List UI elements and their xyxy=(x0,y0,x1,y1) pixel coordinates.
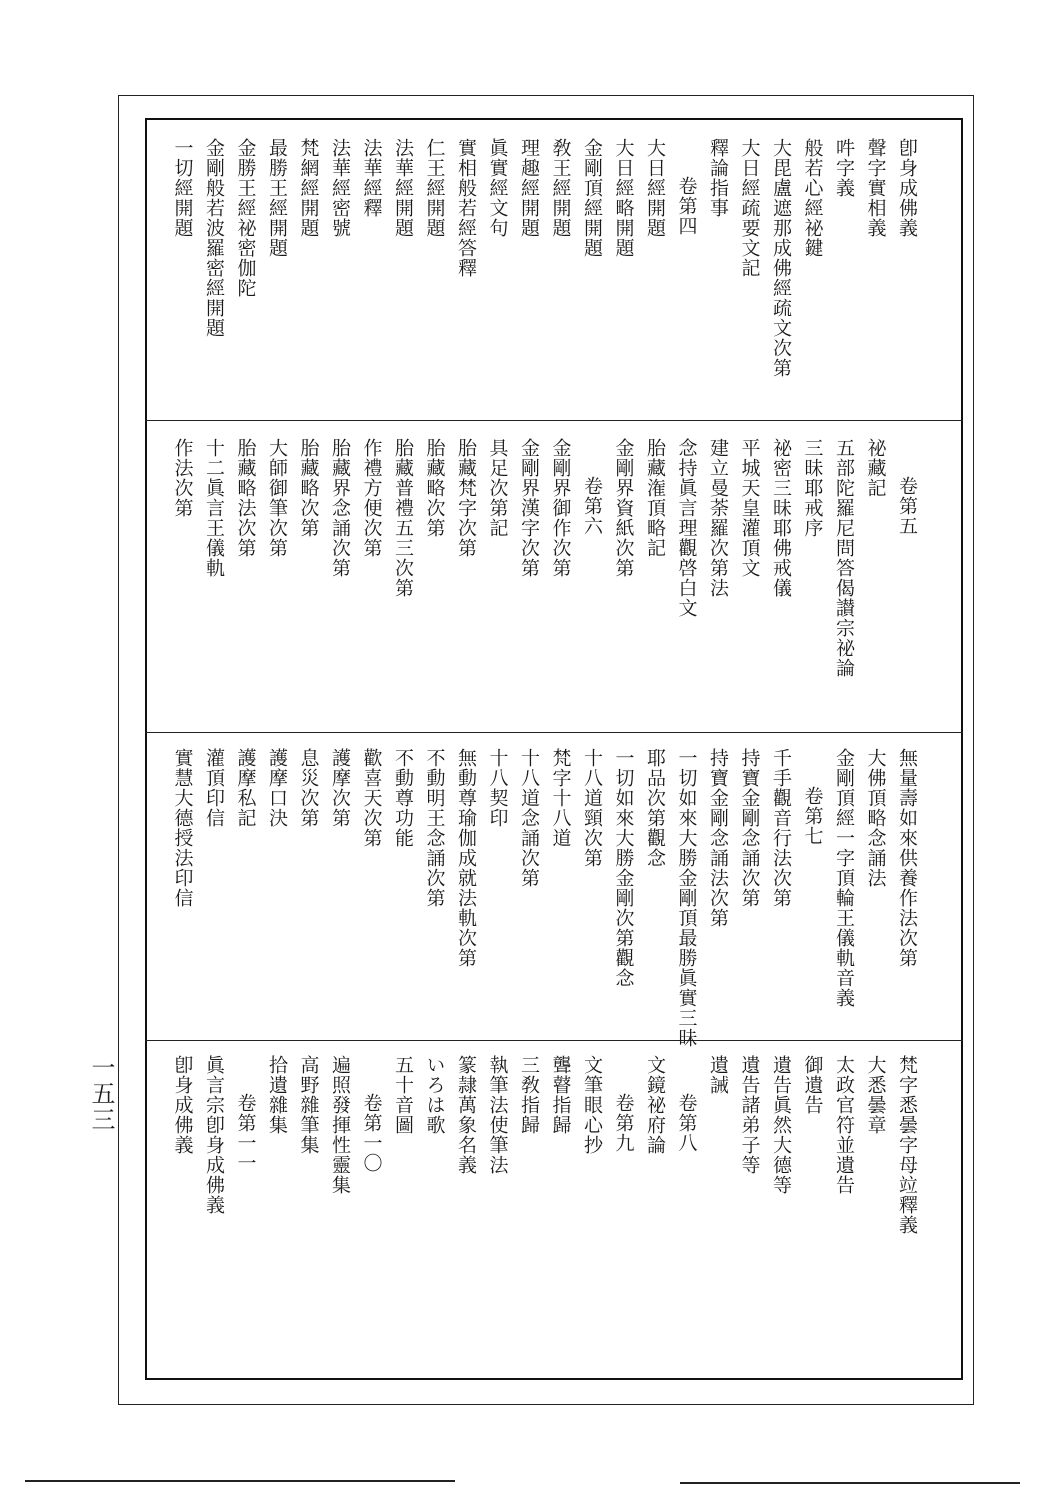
toc-entry-text: 胎藏略次第 xyxy=(423,438,446,538)
toc-entry xyxy=(673,748,701,1048)
toc-entry xyxy=(169,438,197,518)
toc-entry-text: 無動尊瑜伽成就法軌次第 xyxy=(455,748,477,968)
scan-edge-line xyxy=(25,1480,455,1482)
toc-entry-text: 大毘盧遮那成佛經疏文次第 xyxy=(770,138,792,378)
volume-heading: 卷第一一 xyxy=(234,1093,257,1173)
toc-entry-text: 金剛頂經開題 xyxy=(581,138,603,258)
toc-entry-text: 實相般若經答釋 xyxy=(455,138,477,278)
toc-entry-text: 護摩私記 xyxy=(234,748,257,828)
toc-entry xyxy=(452,1055,480,1175)
toc-entry xyxy=(295,438,323,538)
toc-entry xyxy=(421,748,449,908)
toc-entry xyxy=(673,1093,701,1153)
toc-entry xyxy=(610,748,638,988)
toc-entry-text: 無量壽如來供養作法次第 xyxy=(896,748,918,968)
toc-entry xyxy=(358,138,386,218)
toc-entry-text: 遺告眞然大德等 xyxy=(770,1055,792,1195)
toc-entry-text: 金剛般若波羅密經開題 xyxy=(203,138,225,338)
toc-entry xyxy=(704,748,732,928)
toc-entry-text: 三敎指歸 xyxy=(518,1055,540,1135)
toc-entry-text: 理趣經開題 xyxy=(518,138,540,238)
toc-entry-text: 十八道念誦次第 xyxy=(518,748,540,888)
toc-entry xyxy=(830,438,858,678)
toc-entry xyxy=(673,176,701,236)
toc-entry xyxy=(736,138,764,278)
toc-entry-text: 胎藏普禮五三次第 xyxy=(392,438,414,598)
toc-entry-text: 持寶金剛念誦法次第 xyxy=(707,748,729,928)
toc-entry-text: 金勝王經祕密伽陀 xyxy=(234,138,257,298)
toc-entry xyxy=(358,1093,386,1173)
toc-entry xyxy=(547,438,575,578)
toc-entry xyxy=(862,1055,890,1135)
toc-entry-text: 文筆眼心抄 xyxy=(581,1055,603,1155)
toc-entry xyxy=(389,1055,417,1135)
toc-entry xyxy=(830,748,858,1008)
toc-entry xyxy=(200,138,228,338)
toc-entry xyxy=(389,138,417,238)
toc-entry xyxy=(862,748,890,888)
scan-edge-line xyxy=(680,1482,1020,1484)
toc-entry-text: 祕藏記 xyxy=(864,438,887,498)
toc-entry xyxy=(799,1055,827,1115)
toc-entry xyxy=(736,1055,764,1175)
toc-entry-text: 實慧大德授法印信 xyxy=(171,748,194,908)
toc-entry-text: 胎藏略次第 xyxy=(297,438,320,538)
toc-entry xyxy=(515,1055,543,1135)
toc-entry-text: 不動明王念誦次第 xyxy=(423,748,446,908)
toc-entry-text: 大悉曇章 xyxy=(864,1055,887,1135)
toc-entry xyxy=(893,476,921,536)
toc-entry xyxy=(641,138,669,238)
toc-entry xyxy=(736,438,764,578)
toc-entry xyxy=(515,138,543,238)
toc-entry xyxy=(610,1093,638,1153)
toc-entry-text: 高野雜筆集 xyxy=(297,1055,320,1155)
toc-entry xyxy=(484,1055,512,1175)
toc-entry-text: 息災次第 xyxy=(297,748,320,828)
toc-entry xyxy=(295,748,323,828)
toc-entry xyxy=(547,1055,575,1135)
toc-entry-text: 十八契印 xyxy=(486,748,509,828)
page-number-text: 一五三 xyxy=(87,1055,115,1133)
toc-entry-text: 一切如來大勝金剛次第觀念 xyxy=(612,748,635,988)
toc-entry xyxy=(893,748,921,968)
volume-heading: 卷第七 xyxy=(801,786,824,846)
toc-entry-text: 梵字十八道 xyxy=(549,748,572,848)
toc-entry-text: 大日經略開題 xyxy=(612,138,635,258)
toc-entry-text: 金剛頂經一字頂輪王儀軌音義 xyxy=(833,748,855,1008)
toc-entry-text: 大師御筆次第 xyxy=(266,438,288,558)
toc-entry xyxy=(326,138,354,238)
toc-entry xyxy=(736,748,764,908)
toc-entry xyxy=(295,138,323,238)
toc-entry xyxy=(232,438,260,558)
toc-entry-text: 吽字義 xyxy=(833,138,855,198)
toc-entry xyxy=(767,1055,795,1195)
toc-entry-text: 具足次第記 xyxy=(486,438,509,538)
toc-entry xyxy=(169,138,197,238)
toc-entry-text: 卽身成佛義 xyxy=(896,138,918,238)
toc-entry-text: 法華經釋 xyxy=(360,138,383,218)
toc-entry xyxy=(263,438,291,558)
toc-entry-text: 護摩口決 xyxy=(266,748,288,828)
toc-entry-text: 作禮方便次第 xyxy=(360,438,383,558)
toc-entry xyxy=(263,1055,291,1135)
toc-entry xyxy=(578,476,606,536)
section-divider xyxy=(145,1040,963,1041)
section-divider xyxy=(145,732,963,733)
volume-heading: 卷第六 xyxy=(581,476,603,536)
toc-entry-text: 歡喜天次第 xyxy=(360,748,383,848)
toc-entry-text: 聾瞽指歸 xyxy=(549,1055,572,1135)
toc-entry-text: 十八道頸次第 xyxy=(581,748,603,868)
toc-entry xyxy=(326,1055,354,1195)
toc-entry-text: 太政官符並遺告 xyxy=(833,1055,855,1195)
toc-entry xyxy=(263,138,291,258)
toc-entry-text: 遍照發揮性靈集 xyxy=(329,1055,351,1195)
toc-entry xyxy=(767,438,795,598)
toc-entry xyxy=(200,1055,228,1215)
toc-entry xyxy=(641,438,669,558)
toc-entry-text: 金剛界御作次第 xyxy=(549,438,572,578)
toc-entry xyxy=(767,748,795,908)
toc-entry xyxy=(484,438,512,538)
toc-entry xyxy=(421,138,449,238)
toc-entry xyxy=(704,1055,732,1095)
toc-entry xyxy=(704,438,732,598)
toc-entry-text: 灌頂印信 xyxy=(203,748,225,828)
toc-entry-text: 建立曼荼羅次第法 xyxy=(707,438,729,598)
toc-entry xyxy=(610,438,638,578)
toc-entry-text: 聲字實相義 xyxy=(864,138,887,238)
toc-entry xyxy=(704,138,732,218)
toc-entry-text: 祕密三昧耶佛戒儀 xyxy=(770,438,792,598)
toc-entry-text: 持寶金剛念誦次第 xyxy=(738,748,761,908)
volume-heading: 卷第四 xyxy=(675,176,698,236)
toc-entry-text: 念持眞言理觀啓白文 xyxy=(675,438,698,618)
toc-entry-text: 御遺告 xyxy=(801,1055,824,1115)
volume-heading: 卷第八 xyxy=(675,1093,698,1153)
toc-entry-text: 大日經疏要文記 xyxy=(738,138,761,278)
toc-entry xyxy=(200,748,228,828)
toc-entry-text: 金剛界資紙次第 xyxy=(612,438,635,578)
volume-heading: 卷第一〇 xyxy=(360,1093,383,1173)
toc-entry-text: 千手觀音行法次第 xyxy=(770,748,792,908)
toc-entry xyxy=(263,748,291,828)
toc-entry xyxy=(326,438,354,578)
toc-entry-text: 法華經開題 xyxy=(392,138,414,238)
toc-entry-text: 金剛界漢字次第 xyxy=(518,438,540,578)
toc-entry-text: 執筆法使筆法 xyxy=(486,1055,509,1175)
toc-entry xyxy=(830,1055,858,1195)
toc-entry-text: 梵網經開題 xyxy=(297,138,320,238)
toc-entry-text: 十二眞言王儀軌 xyxy=(203,438,225,578)
toc-entry-text: 一切如來大勝金剛頂最勝眞實三昧 xyxy=(675,748,698,1048)
toc-entry xyxy=(421,438,449,538)
toc-entry-text: 胎藏界念誦次第 xyxy=(329,438,351,578)
toc-entry xyxy=(169,1055,197,1155)
toc-entry xyxy=(862,438,890,498)
toc-entry xyxy=(578,1055,606,1155)
toc-entry-text: 敎王經開題 xyxy=(549,138,572,238)
toc-entry xyxy=(232,748,260,828)
toc-entry-text: 胎藏潅頂略記 xyxy=(644,438,666,558)
toc-entry-text: 遺告諸弟子等 xyxy=(738,1055,761,1175)
toc-entry-text: 一切經開題 xyxy=(171,138,194,238)
toc-entry xyxy=(358,438,386,558)
toc-entry xyxy=(641,748,669,868)
volume-heading: 卷第五 xyxy=(896,476,918,536)
toc-entry-text: 般若心經祕鍵 xyxy=(801,138,824,258)
toc-entry xyxy=(862,138,890,238)
toc-entry-text: 五部陀羅尼問答偈讃宗祕論 xyxy=(833,438,855,678)
toc-entry-text: 釋論指事 xyxy=(707,138,729,218)
toc-entry-text: 眞實經文句 xyxy=(486,138,509,238)
toc-entry-text: 胎藏梵字次第 xyxy=(455,438,477,558)
toc-entry-text: 三昧耶戒序 xyxy=(801,438,824,538)
toc-entry-text: 平城天皇灌頂文 xyxy=(738,438,761,578)
toc-entry-text: 仁王經開題 xyxy=(423,138,446,238)
toc-entry xyxy=(799,786,827,846)
toc-entry xyxy=(893,1055,921,1235)
toc-entry-text: 不動尊功能 xyxy=(392,748,414,848)
toc-entry-text: いろは歌 xyxy=(423,1055,446,1135)
toc-entry xyxy=(484,138,512,238)
toc-entry xyxy=(421,1055,449,1135)
toc-entry-text: 耶品次第觀念 xyxy=(644,748,666,868)
toc-entry-text: 大日經開題 xyxy=(644,138,666,238)
toc-entry xyxy=(452,748,480,968)
toc-entry-text: 篆隷萬象名義 xyxy=(455,1055,477,1175)
toc-entry xyxy=(389,748,417,848)
toc-entry xyxy=(610,138,638,258)
toc-entry-text: 眞言宗卽身成佛義 xyxy=(203,1055,225,1215)
toc-entry-text: 最勝王經開題 xyxy=(266,138,288,258)
toc-entry xyxy=(515,438,543,578)
toc-entry xyxy=(830,138,858,198)
section-divider xyxy=(145,420,963,421)
toc-entry-text: 法華經密號 xyxy=(329,138,351,238)
toc-entry-text: 卽身成佛義 xyxy=(171,1055,194,1155)
toc-entry xyxy=(452,138,480,278)
toc-entry-text: 梵字悉曇字母竝釋義 xyxy=(896,1055,918,1235)
toc-entry xyxy=(515,748,543,888)
toc-entry xyxy=(232,1093,260,1173)
toc-entry xyxy=(452,438,480,558)
toc-entry xyxy=(799,138,827,258)
toc-entry xyxy=(358,748,386,848)
toc-entry-text: 護摩次第 xyxy=(329,748,351,828)
toc-entry xyxy=(200,438,228,578)
toc-entry xyxy=(578,748,606,868)
toc-entry xyxy=(169,748,197,908)
toc-entry-text: 遺誡 xyxy=(707,1055,729,1095)
toc-entry-text: 大佛頂略念誦法 xyxy=(864,748,887,888)
page-number xyxy=(86,1055,116,1133)
toc-entry xyxy=(641,1055,669,1155)
toc-entry xyxy=(799,438,827,538)
toc-entry-text: 作法次第 xyxy=(171,438,194,518)
toc-entry xyxy=(547,138,575,238)
toc-entry-text: 五十音圖 xyxy=(392,1055,414,1135)
toc-entry xyxy=(893,138,921,238)
toc-entry-text: 胎藏略法次第 xyxy=(234,438,257,558)
toc-entry xyxy=(389,438,417,598)
toc-entry-text: 拾遺雜集 xyxy=(266,1055,288,1135)
toc-entry xyxy=(484,748,512,828)
toc-entry xyxy=(673,438,701,618)
volume-heading: 卷第九 xyxy=(612,1093,635,1153)
toc-entry xyxy=(547,748,575,848)
toc-entry xyxy=(767,138,795,378)
toc-entry xyxy=(326,748,354,828)
toc-entry xyxy=(232,138,260,298)
toc-entry xyxy=(295,1055,323,1155)
toc-entry-text: 文鏡祕府論 xyxy=(644,1055,666,1155)
toc-entry xyxy=(578,138,606,258)
